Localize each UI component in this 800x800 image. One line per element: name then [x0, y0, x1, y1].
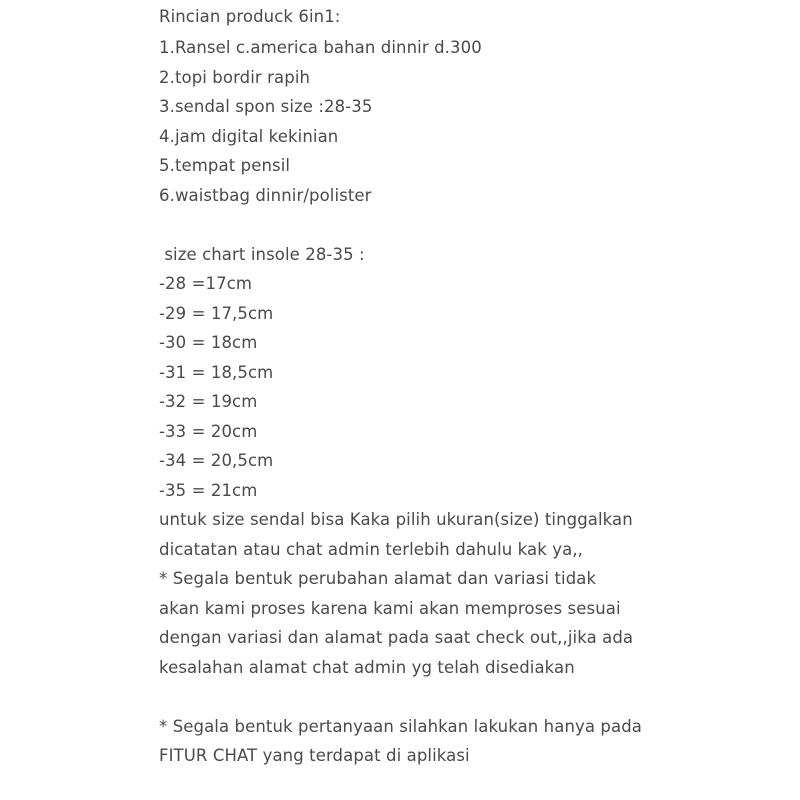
size-chart-row: -28 =17cm	[159, 274, 253, 293]
size-chart-heading: size chart insole 28-35 :	[159, 244, 365, 264]
product-item-list	[159, 33, 779, 210]
product-item: 3.sendal spon size :28-35	[159, 97, 373, 116]
questions-note	[159, 712, 779, 771]
size-chart-row: -31 = 18,5cm	[159, 362, 274, 382]
note-line: dicatatan atau chat admin terlebih dahulu kak ya,,	[159, 539, 584, 559]
spacer	[159, 682, 779, 712]
product-item: 4.jam digital kekinian	[159, 126, 339, 146]
note-line: dengan variasi dan alamat pada saat check out,,jika ada	[159, 628, 634, 647]
size-chart-row: -35 = 21cm	[159, 480, 258, 500]
size-chart-list	[159, 269, 779, 505]
size-chart-row: -34 = 20,5cm	[159, 451, 274, 470]
sandal-size-note	[159, 505, 779, 564]
address-change-note	[159, 564, 779, 682]
note-line: untuk size sendal bisa Kaka pilih ukuran(size) tinggalkan	[159, 510, 633, 529]
product-description	[159, 0, 779, 771]
size-chart-row: -32 = 19cm	[159, 392, 258, 411]
product-item: 1.Ransel c.america bahan dinnir d.300	[159, 38, 482, 57]
product-title: Rincian produck 6in1:	[159, 7, 341, 26]
note-line: * Segala bentuk pertanyaan silahkan lakukan hanya pada	[159, 716, 642, 736]
note-line: FITUR CHAT yang terdapat di aplikasi	[159, 746, 470, 765]
note-line: akan kami proses karena kami akan memproses sesuai	[159, 598, 621, 618]
product-item: 5.tempat pensil	[159, 156, 291, 175]
note-line: * Segala bentuk perubahan alamat dan variasi tidak	[159, 569, 597, 588]
note-line: kesalahan alamat chat admin yg telah disediakan	[159, 657, 575, 677]
size-chart-row: -30 = 18cm	[159, 333, 258, 352]
size-chart-row: -29 = 17,5cm	[159, 303, 274, 323]
product-item: 6.waistbag dinnir/polister	[159, 185, 372, 205]
spacer	[159, 210, 779, 240]
size-chart-row: -33 = 20cm	[159, 421, 258, 441]
product-item: 2.topi bordir rapih	[159, 67, 311, 87]
